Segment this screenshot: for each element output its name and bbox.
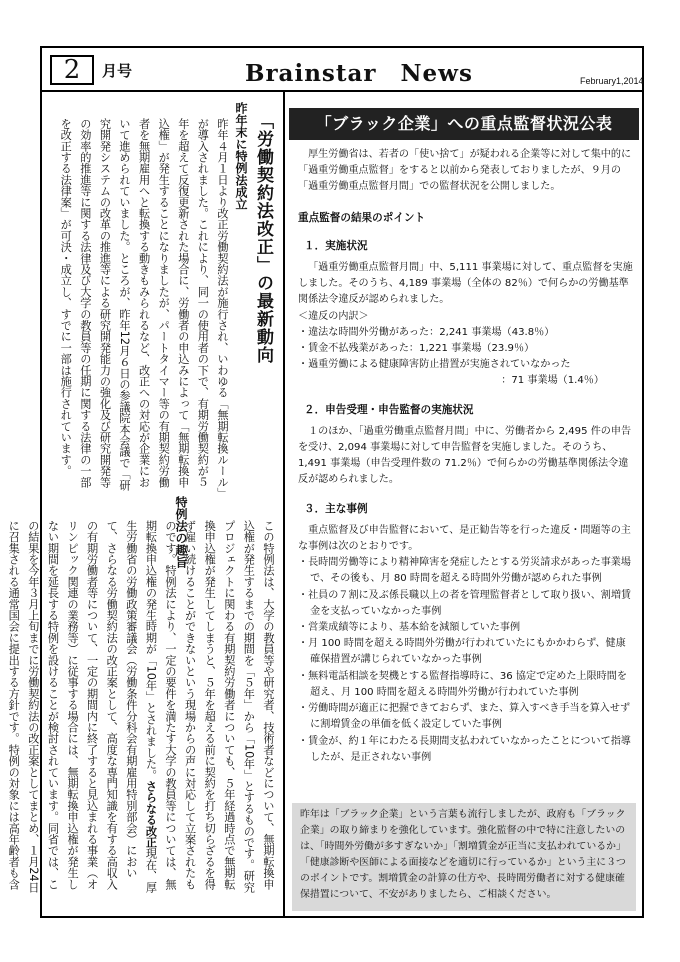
section-3-title: ３．主な事例 — [304, 502, 368, 515]
violation-list-heading: ＜違反の内訳＞ — [298, 310, 369, 322]
column-divider — [283, 92, 285, 918]
subheading-3: さらなる改正 — [144, 780, 158, 848]
case-item: ・営業成績等により、基本給を減額していた事例 — [298, 622, 521, 634]
article-banner: 「ブラック企業」への重点監督状況公表 — [289, 108, 639, 140]
intro-paragraph: 厚生労働省は、若者の「使い捨て」が疑われる企業等に対して集中的に「過重労働重点監督」をすると以前から発表しておりましたが、９月の「過重労働重点監督月間」での監督状況を公開しました。 — [298, 149, 632, 193]
right-article — [298, 147, 634, 766]
case-item: ・賃金が、約１年にわたる長期間支払われていなかったことについて指導したが、是正されない事例 — [298, 735, 631, 763]
left-article — [7, 98, 278, 908]
article-para-1: 昨年４月１日より改正労働契約法が施行され、いわゆる「無期転換ルール」が導入されました。これにより、同一の使用者の下で、有期労働契約が５年を超えて反復更新された場合に、労働者の申込みによって「無期転換申込権」が発生することになりましたが、パートタイマー等の有期契約労働者を無期雇用へと転換する動きもみられるなど、改正への対応が企業において進められていました。ところが、昨年12月６日の参議院本会議で「研究開発システムの改革の推進等による研究開発能力の強化及び研究開発等の効率的推進等に関する法律及び大学の教員等の任期に関する法律の一部を改正する法律案」が可決・成立し、すでに一部は施行されています。 — [59, 118, 229, 494]
case-item: ・月 100 時間を超える時間外労働が行われていたにもかかわらず、健康確保措置が講じられていなかった事例 — [298, 638, 626, 666]
case-item: ・長時間労働等により精神障害を発症したとする労災請求があった事業場で、その後も、月 80 時間を超える時間外労働が認められた事例 — [298, 557, 631, 585]
article-para-2: この特例法は、大学の教員等や研究者、技術者などについて、無期転換申込権が発生するまでの期間を「５年」から「10年」とするものです。研究プロジェクトに関わる有期契約労働者についても、５年経過時点で無期転換申込権が発生してしまうと、５年を超える前に契約を打ち切らざるを得ず雇い続けることができないという現場からの声に対応して立案されたものです。特例法により、一定の要件を満たす大学の教員等については、無期転換申込権の発生時期が「10年」とされました。 — [144, 520, 275, 893]
article-headline: 「労働契約法改正」の最新動向 — [253, 112, 273, 364]
list-item-continued: ：71 事業場（1.4％） — [501, 375, 604, 387]
commentary-box: 昨年は「ブラック企業」という言葉も流行しましたが、政府も「ブラック企業」の取り締まりを強化しています。強化監督の中で特に注意したいのは、「時間外労働が多すぎないか」「割増賃金が正当に支払われているか」「健康診断や医師による面接などを適切に行っているか」という主に３つのポイントです。割増賃金の計算の仕方や、長時間労働者に対する健康確保措置について、不安がありましたら、ご相談ください。 — [292, 803, 636, 911]
section-1-paragraph: 「過重労働重点監督月間」中、5,111 事業場に対して、重点監督を実施しました。そのうち、4,189 事業場（全体の 82％）で何らかの労働基準関係法令違反が認められました。 — [298, 262, 633, 306]
list-item: ・賃金不払残業があった：1,221 事業場（23.9％） — [298, 343, 535, 355]
newsletter-title: Brainstar News — [245, 60, 473, 87]
issue-suffix: 月号 — [102, 62, 133, 80]
article-para-3: 現在、厚生労働省の労働政策審議会（労働条件分科会有期雇用特別部会）において、さらなる労働契約法の改正案として、高度な専門知識を有する高収入の有期労働者等について、一定の期間内に終了すると見込まれる事業（オリンピック関連の業務等）に従事する場合には、無期転換申込権が発生しない期間を延長する特例を設けることが検討されています。同省では、この結果を今年３月上旬までに労働契約法の改正案としてまとめ、１月24日に召集される通常国会に提出する方針です。特例の対象には高年齢者も含 — [7, 520, 158, 893]
issue-date: February1,2014 — [580, 76, 644, 86]
points-title: 重点監督の結果のポイント — [298, 211, 426, 224]
list-item: ・違法な時間外労働があった：2,241 事業場（43.8％） — [298, 326, 555, 338]
section-2-title: ２．申告受理・申告監督の実施状況 — [304, 403, 474, 416]
issue-number: 2 — [50, 55, 94, 85]
case-item: ・無料電話相談を契機とする監督指導時に、36 協定で定めた上限時間を超え、月 100 時間を超える時間外労働が行われていた事例 — [298, 670, 627, 698]
subheading-2: 特例法の趣旨 — [174, 496, 188, 568]
section-1-title: １．実施状況 — [304, 239, 368, 252]
section-2-paragraph: １のほか、「過重労働重点監督月間」中に、労働者から 2,495 件の申告を受け、2,094 事業場に対して申告監督を実施しました。そのうち、1,491 事業場（申告受理件数の 71.2％）で何らかの労働基準関係法令違反が認められました。 — [298, 425, 632, 486]
case-item: ・労働時間が適正に把握できておらず、また、算入すべき手当を算入せずに割増賃金の単価を低く設定していた事例 — [298, 703, 631, 731]
list-item: ・過重労働による健康障害防止措置が実施されていなかった — [298, 359, 571, 371]
section-3-paragraph: 重点監督及び申告監督において、是正勧告等を行った違反・問題等の主な事例は次のとおりです。 — [298, 524, 631, 553]
article-para-2-3 — [7, 520, 278, 900]
case-item: ・社員の７割に及ぶ係長職以上の者を管理監督者として取り扱い、割増賃金を支払っていなかった事例 — [298, 589, 632, 617]
subheading-1: 昨年末に特例法成立 — [234, 102, 248, 210]
